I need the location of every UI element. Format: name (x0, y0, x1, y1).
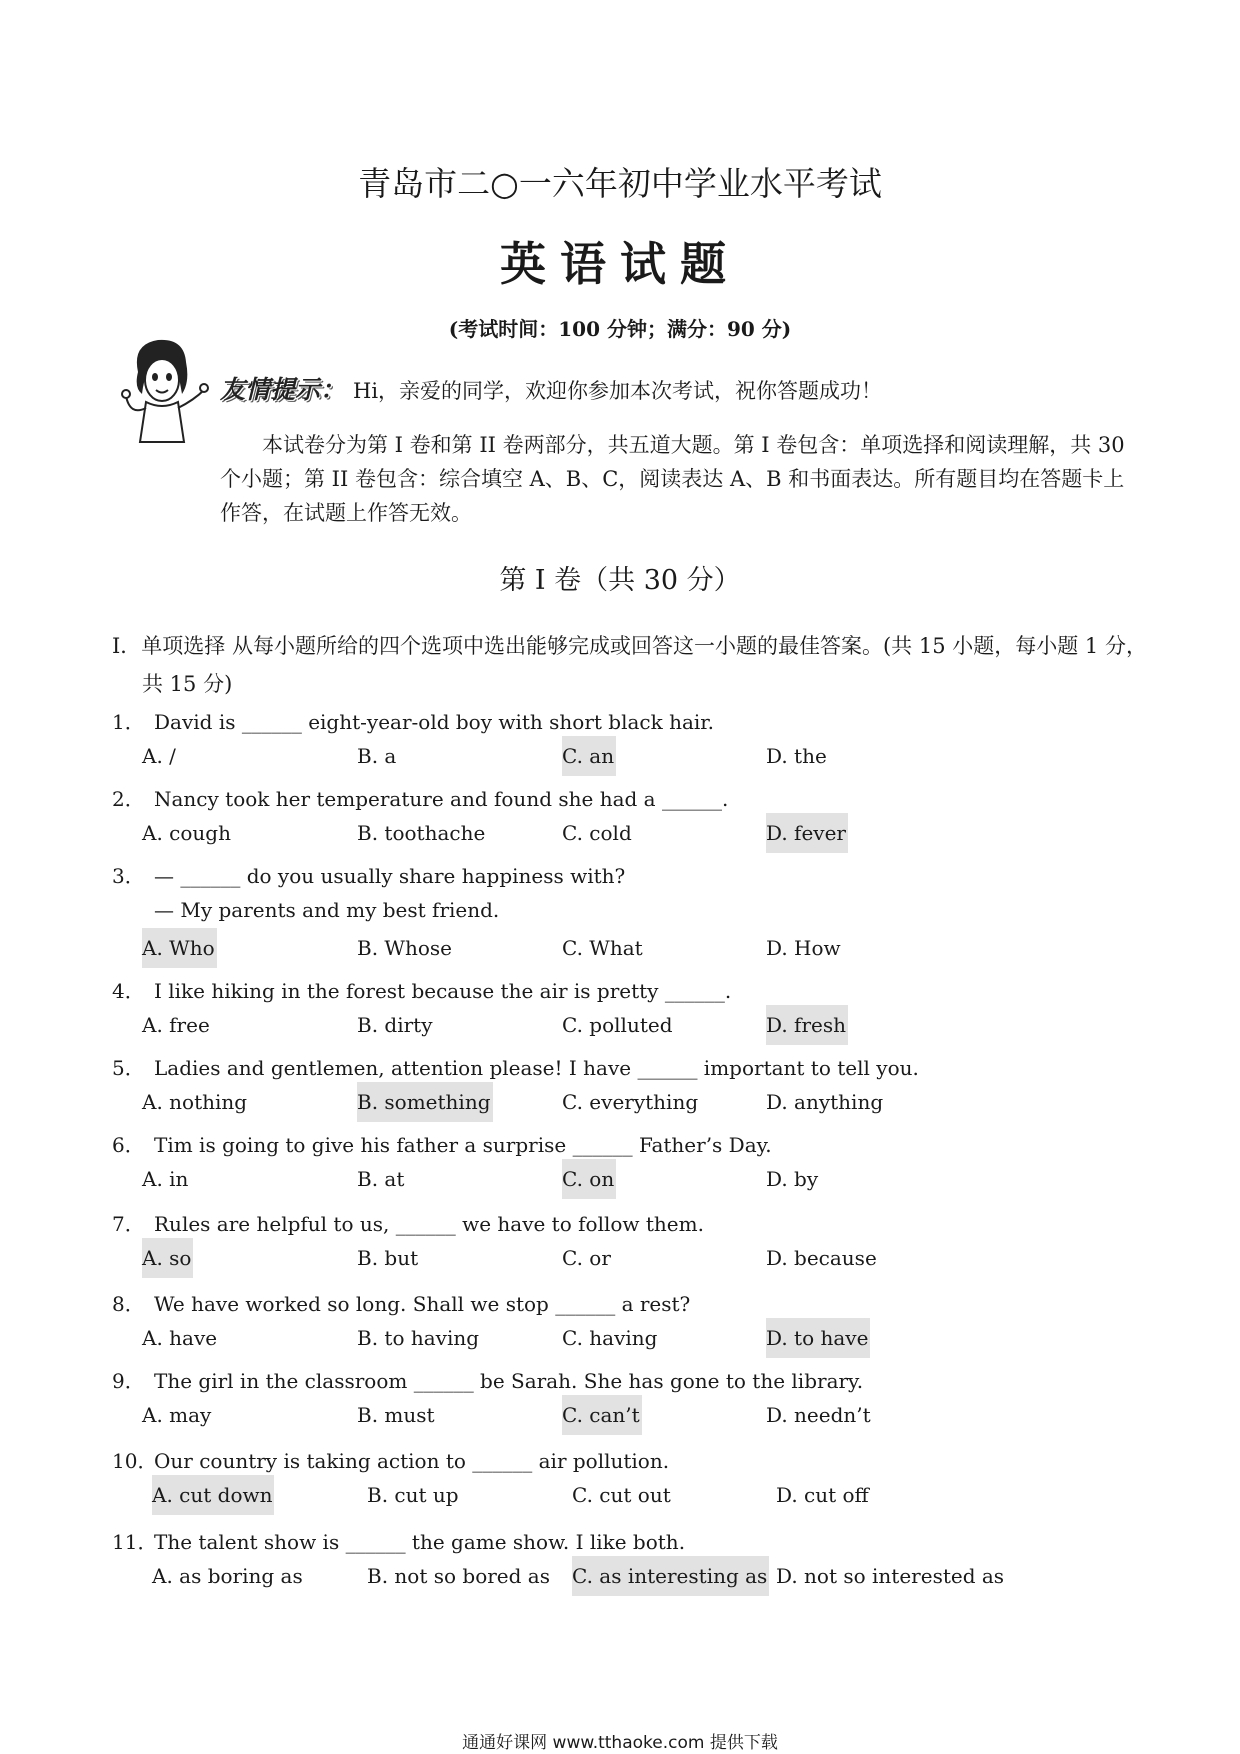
option-label: B. at (357, 1167, 405, 1191)
option-c[interactable] (562, 1167, 616, 1191)
question-text: I like hiking in the forest because the air is pretty ______. (154, 979, 732, 1003)
option-a[interactable] (142, 744, 176, 768)
option-label: A. in (142, 1167, 189, 1191)
question-text: The girl in the classroom ______ be Sarah. She has gone to the library. (154, 1369, 864, 1393)
option-label: B. must (357, 1403, 435, 1427)
option-d[interactable] (776, 1564, 1004, 1588)
question-text: — ______ do you usually share happiness with? (154, 864, 626, 888)
option-label: B. cut up (367, 1483, 459, 1507)
option-c[interactable] (572, 1564, 769, 1588)
option-label: A. / (142, 744, 176, 768)
exam-title: 青岛市二○一六年初中学业水平考试 (358, 164, 882, 203)
option-label: C. everything (562, 1090, 699, 1114)
option-c[interactable] (562, 1090, 698, 1114)
option-label: B. not so bored as (367, 1564, 550, 1588)
option-a[interactable] (142, 1167, 188, 1191)
question-text: Our country is taking action to ______ air pollution. (154, 1449, 670, 1473)
footer-text: 通通好课网 www.tthaoke.com 提供下载 (462, 1733, 778, 1753)
option-label: C. on (562, 1159, 616, 1199)
option-a[interactable] (142, 1326, 217, 1350)
question-text: Nancy took her temperature and found she had a ______. (154, 787, 729, 811)
option-a[interactable] (142, 1090, 247, 1114)
question-stem (112, 1526, 685, 1555)
option-label: C. as interesting as (572, 1556, 769, 1596)
option-label: A. have (142, 1326, 218, 1350)
question-text: The talent show is ______ the game show. I like both. (154, 1530, 686, 1554)
option-b[interactable] (357, 744, 396, 768)
option-label: D. the (766, 744, 827, 768)
question-stem (112, 783, 728, 812)
option-d[interactable] (766, 744, 827, 768)
question-number: 9． (112, 1369, 145, 1393)
question-stem (112, 860, 625, 889)
option-label: C. an (562, 736, 616, 776)
question-stem (112, 1288, 690, 1317)
option-c[interactable] (562, 1246, 611, 1270)
question-text: Tim is going to give his father a surprise ______ Father’s Day. (154, 1133, 772, 1157)
option-label: C. cut out (572, 1483, 671, 1507)
option-label: D. by (766, 1167, 819, 1191)
option-a[interactable] (152, 1483, 274, 1507)
option-label: A. may (142, 1403, 212, 1427)
option-d[interactable] (776, 1483, 869, 1507)
question-reply-line: — My parents and my best friend. (154, 898, 500, 922)
option-label: D. cut off (776, 1483, 869, 1507)
option-d[interactable] (766, 821, 848, 845)
option-b[interactable] (357, 1246, 418, 1270)
option-label: B. something (357, 1082, 493, 1122)
option-b[interactable] (367, 1483, 459, 1507)
exam-info: (考试时间：100 分钟；满分：90 分) (448, 317, 792, 341)
question-number: 10． (112, 1449, 158, 1473)
option-d[interactable] (766, 936, 841, 960)
option-label: C. What (562, 936, 643, 960)
question-number: 4． (112, 979, 145, 1003)
option-c[interactable] (562, 1013, 673, 1037)
option-label: C. can’t (562, 1395, 642, 1435)
option-a[interactable] (142, 1246, 193, 1270)
option-label: A. as boring as (152, 1564, 303, 1588)
option-label: B. a (357, 744, 397, 768)
question-number: 6． (112, 1133, 145, 1157)
question-stem (112, 975, 731, 1004)
option-b[interactable] (357, 1013, 433, 1037)
option-label: A. so (142, 1238, 193, 1278)
option-c[interactable] (562, 744, 616, 768)
question-number: 1． (112, 710, 145, 734)
option-label: C. polluted (562, 1013, 673, 1037)
option-label: A. nothing (142, 1090, 248, 1114)
option-a[interactable] (152, 1564, 303, 1588)
option-label: B. dirty (357, 1013, 433, 1037)
option-label: B. to having (357, 1326, 480, 1350)
exam-introduction: 本试卷分为第 I 卷和第 II 卷两部分，共五道大题。第 I 卷包含：单项选择和阅读理解，共 30 个小题；第 II 卷包含：综合填空 A、B、C，阅读表达 A、B 和书面表达。所有题目均在答题卡上作答，在试题上作答无效。 (220, 433, 1125, 525)
option-label: A. free (142, 1013, 210, 1037)
option-label: C. or (562, 1246, 611, 1270)
option-d[interactable] (766, 1403, 871, 1427)
option-label: D. How (766, 936, 841, 960)
option-label: D. not so interested as (776, 1564, 1005, 1588)
option-d[interactable] (766, 1090, 883, 1114)
option-label: D. because (766, 1246, 877, 1270)
question-text: Rules are helpful to us, ______ we have to follow them. (154, 1212, 704, 1236)
question-stem (112, 1208, 704, 1237)
question-number: 5． (112, 1056, 145, 1080)
subject-title: 英语试题 (500, 237, 740, 291)
option-d[interactable] (766, 1167, 818, 1191)
question-stem (112, 1365, 863, 1394)
option-label: D. fresh (766, 1005, 848, 1045)
instruction-line-2: 共 15 分) (142, 672, 233, 696)
question-number: 8． (112, 1292, 145, 1316)
option-c[interactable] (562, 1326, 658, 1350)
option-d[interactable] (766, 1326, 870, 1350)
option-label: D. fever (766, 813, 848, 853)
option-b[interactable] (357, 1326, 479, 1350)
section-title: 第 I 卷（共 30 分） (499, 565, 741, 596)
option-c[interactable] (562, 821, 632, 845)
option-b[interactable] (357, 1403, 435, 1427)
question-number: 7． (112, 1212, 145, 1236)
option-b[interactable] (367, 1564, 550, 1588)
question-text: David is ______ eight-year-old boy with short black hair. (154, 710, 715, 734)
question-stem (112, 706, 714, 735)
question-stem (112, 1052, 919, 1081)
question-number: 11． (112, 1530, 158, 1554)
option-c[interactable] (562, 1403, 642, 1427)
option-label: C. cold (562, 821, 632, 845)
cartoon-girl-illustration (118, 332, 210, 444)
option-label: D. needn’t (766, 1403, 871, 1427)
option-d[interactable] (766, 1013, 848, 1037)
option-b[interactable] (357, 1090, 493, 1114)
question-number: 2． (112, 787, 145, 811)
option-a[interactable] (142, 1013, 210, 1037)
friendly-tip (220, 370, 882, 406)
option-label: A. Who (142, 928, 217, 968)
option-a[interactable] (142, 936, 217, 960)
question-text: We have worked so long. Shall we stop ______ a rest? (154, 1292, 691, 1316)
tip-text: Hi，亲爱的同学，欢迎你参加本次考试，祝你答题成功！ (353, 379, 883, 403)
option-b[interactable] (357, 1167, 404, 1191)
option-label: A. cough (142, 821, 231, 845)
option-label: B. but (357, 1246, 419, 1270)
option-label: B. toothache (357, 821, 486, 845)
option-label: A. cut down (152, 1475, 274, 1515)
option-label: C. having (562, 1326, 658, 1350)
option-c[interactable] (572, 1483, 671, 1507)
question-text: Ladies and gentlemen, attention please! I have ______ important to tell you. (154, 1056, 919, 1080)
question-number: 3． (112, 864, 145, 888)
tip-label: 友情提示： (220, 375, 346, 404)
option-a[interactable] (142, 1403, 211, 1427)
option-c[interactable] (562, 936, 643, 960)
option-label: D. to have (766, 1318, 870, 1358)
option-d[interactable] (766, 1246, 877, 1270)
option-a[interactable] (142, 821, 231, 845)
instruction-line-1: I．单项选择 从每小题所给的四个选项中选出能够完成或回答这一小题的最佳答案。(共 15 小题，每小题 1 分， (112, 634, 1147, 658)
option-b[interactable] (357, 821, 485, 845)
option-b[interactable] (357, 936, 452, 960)
option-label: B. Whose (357, 936, 452, 960)
question-stem (112, 1445, 669, 1474)
option-label: D. anything (766, 1090, 884, 1114)
question-stem (112, 1129, 772, 1158)
